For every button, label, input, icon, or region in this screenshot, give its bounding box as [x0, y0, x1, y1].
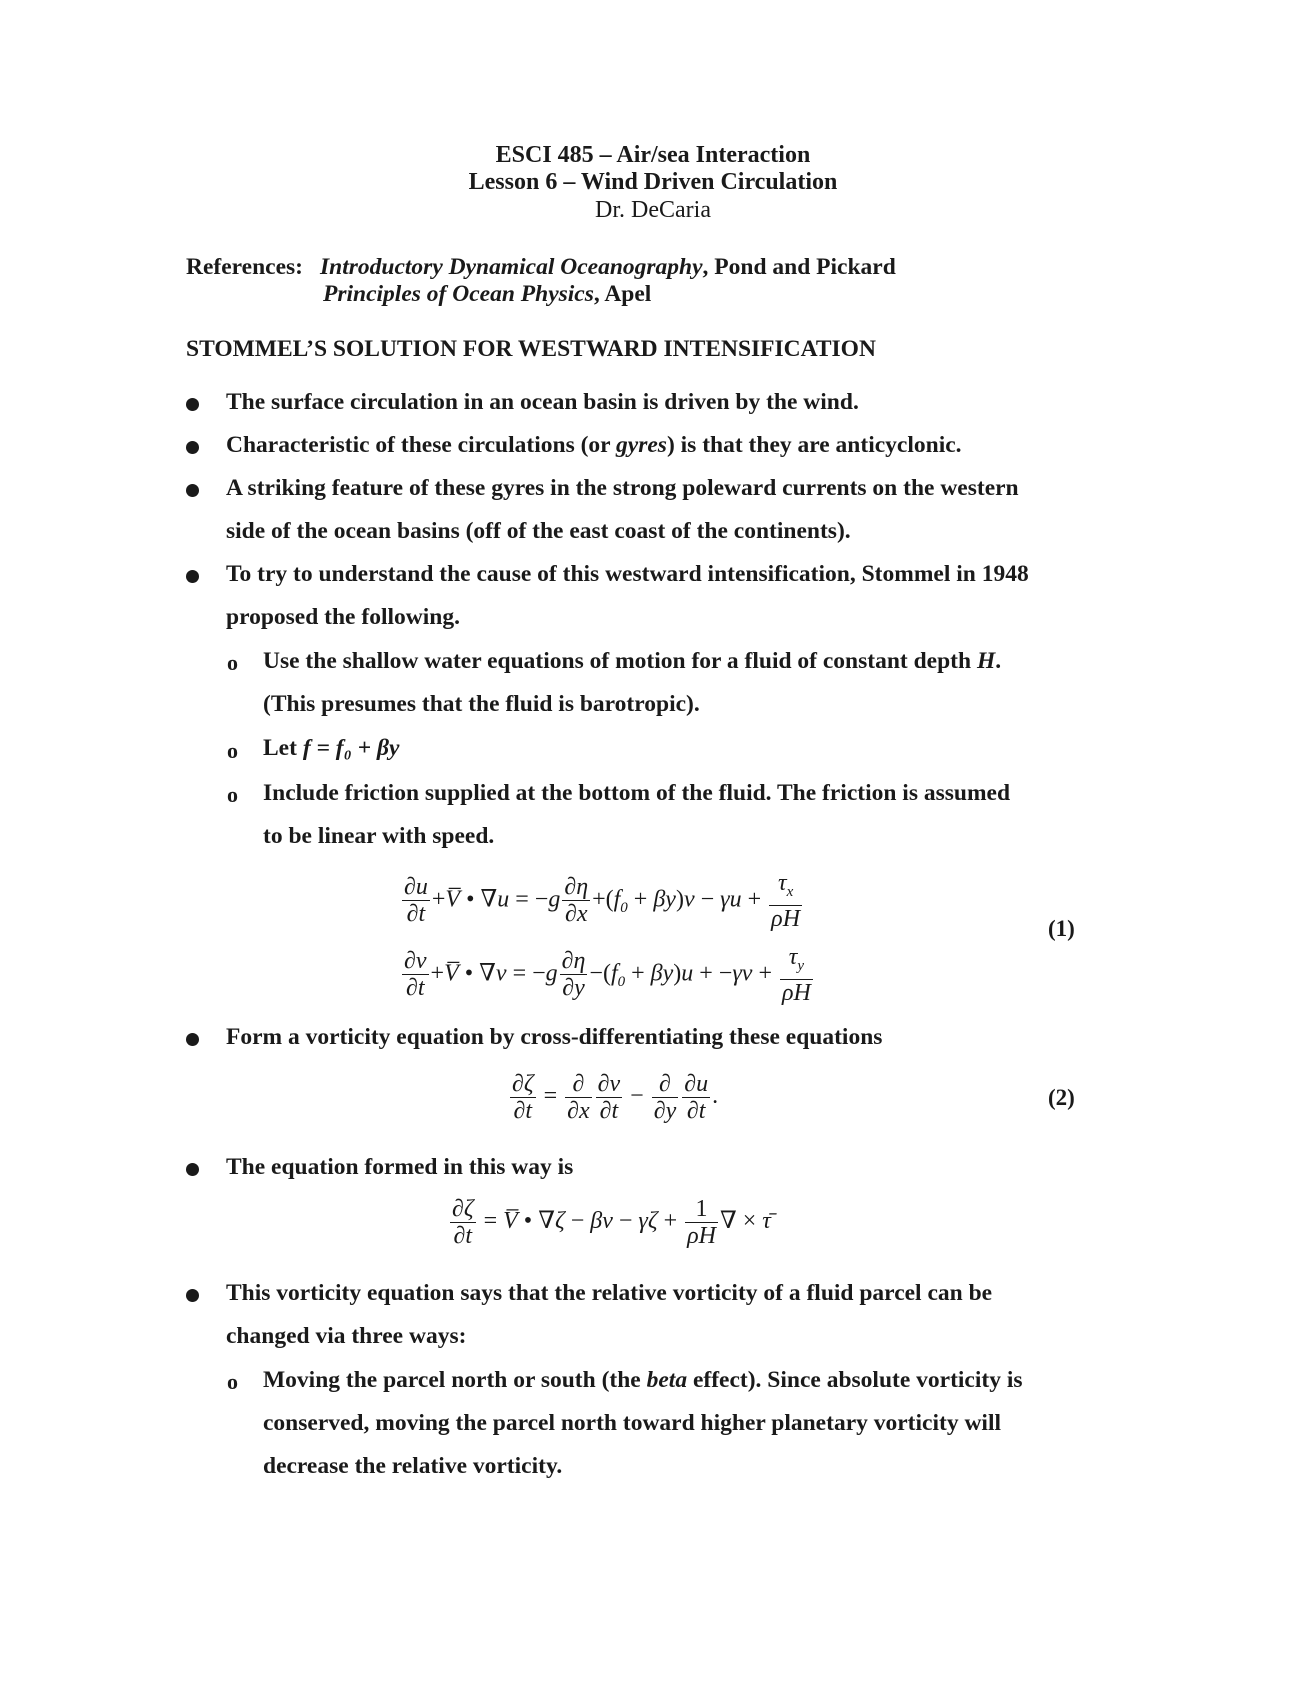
- bullet-2-text: [226, 432, 962, 459]
- sub-bullet-4-pre: Moving the parcel north or south (the: [263, 1367, 647, 1393]
- sub-bullet-3-line-2: to be linear with speed.: [263, 823, 495, 849]
- sub-bullet-marker: o: [227, 1369, 238, 1394]
- sub-bullet-2-pre: Let: [263, 735, 303, 761]
- equation-number-1: (1): [1048, 916, 1075, 941]
- sub-bullet-1-line-1: [263, 648, 1001, 675]
- bullet-2-pre: Characteristic of these circulations (or: [226, 432, 617, 458]
- bullet-dot: [186, 1289, 199, 1302]
- bullet-dot: [186, 570, 199, 583]
- bullet-3-line-2: side of the ocean basins (off of the east coast of the continents).: [226, 518, 851, 544]
- references-label: References:: [186, 254, 303, 280]
- vorticity-definition-equation: $\frac{\partial\zeta}{\partial t}$ = $\frac{\partial}{\partial x}$ $\frac{\partial v}{\partial t}$ − $\frac{\partial}{\partial y}$ $\frac{\partial u}{\partial t}$ .: [512, 1071, 719, 1124]
- sub-bullet-4-post: effect). Since absolute vorticity is: [687, 1367, 1023, 1393]
- bullet-dot: [186, 441, 199, 454]
- bullet-6-text: The equation formed in this way is: [226, 1154, 574, 1180]
- reference-1-title: Introductory Dynamical Oceanography: [320, 254, 703, 280]
- vorticity-equation: $\frac{\partial\zeta}{\partial t}$ = V̅ • ∇ζ − βv − γζ + $\frac{1}{\rho H}$ ∇ × τ̄: [452, 1196, 771, 1249]
- sub-bullet-marker: o: [227, 650, 238, 675]
- reference-2-authors: , Apel: [593, 281, 652, 307]
- bullet-5-text: Form a vorticity equation by cross-differentiating these equations: [226, 1024, 883, 1050]
- equation-number-2: (2): [1048, 1085, 1075, 1110]
- course-title: ESCI 485 – Air/sea Interaction: [495, 142, 811, 168]
- bullet-2-emphasis: gyres: [616, 432, 667, 458]
- reference-2: [323, 281, 651, 308]
- bullet-7-line-1: This vorticity equation says that the relative vorticity of a fluid parcel can be: [226, 1280, 993, 1306]
- lesson-title: Lesson 6 – Wind Driven Circulation: [468, 169, 838, 195]
- reference-2-title: Principles of Ocean Physics: [323, 281, 594, 307]
- bullet-1-text: The surface circulation in an ocean basin is driven by the wind.: [226, 389, 859, 415]
- sub-bullet-4-line-3: decrease the relative vorticity.: [263, 1453, 563, 1479]
- momentum-equation-v: $\frac{\partial v}{\partial t}$ +V̅ • ∇v = −g $\frac{\partial\eta}{\partial y}$ $-(f_0 + \beta y)u + -\gamma v$ + $\frac{\tau_y}{\rho H}$: [404, 944, 811, 1006]
- momentum-equation-u: $\frac{\partial u}{\partial t}$ +V̅ • ∇u = −g $\frac{\partial\eta}{\partial x}$ $+(f_0 + \beta y)v - \gamma u$ + $\frac{\tau_x}{\rho H}$: [404, 870, 801, 932]
- sub-bullet-4-emphasis: beta: [646, 1367, 688, 1393]
- reference-1: [320, 254, 896, 281]
- section-heading: STOMMEL’S SOLUTION FOR WESTWARD INTENSIFICATION: [186, 336, 876, 362]
- beta-plane-expression: f = f₀ + βy: [302, 735, 400, 761]
- author: Dr. DeCaria: [595, 197, 711, 223]
- bullet-dot: [186, 1033, 199, 1046]
- sub-bullet-marker: o: [227, 738, 238, 763]
- sub-bullet-marker: o: [227, 782, 238, 807]
- bullet-3-line-1: A striking feature of these gyres in the strong poleward currents on the western: [226, 475, 1019, 501]
- sub-bullet-1-emphasis: H: [976, 648, 996, 674]
- sub-bullet-4-line-1: [263, 1367, 1023, 1394]
- sub-bullet-1-line-2: (This presumes that the fluid is barotropic).: [263, 691, 700, 717]
- bullet-7-line-2: changed via three ways:: [226, 1323, 467, 1349]
- sub-bullet-1-post: .: [995, 648, 1002, 674]
- sub-bullet-1-pre: Use the shallow water equations of motion for a fluid of constant depth: [263, 648, 977, 674]
- bullet-dot: [186, 398, 199, 411]
- bullet-4-line-1: To try to understand the cause of this westward intensification, Stommel in 1948: [226, 561, 1029, 587]
- sub-bullet-2-text: [263, 735, 399, 762]
- bullet-4-line-2: proposed the following.: [226, 604, 460, 630]
- sub-bullet-4-line-2: conserved, moving the parcel north toward higher planetary vorticity will: [263, 1410, 1002, 1436]
- reference-1-authors: , Pond and Pickard: [702, 254, 896, 280]
- bullet-dot: [186, 484, 199, 497]
- bullet-2-post: ) is that they are anticyclonic.: [666, 432, 962, 458]
- bullet-dot: [186, 1163, 199, 1176]
- sub-bullet-3-line-1: Include friction supplied at the bottom of the fluid. The friction is assumed: [263, 780, 1011, 806]
